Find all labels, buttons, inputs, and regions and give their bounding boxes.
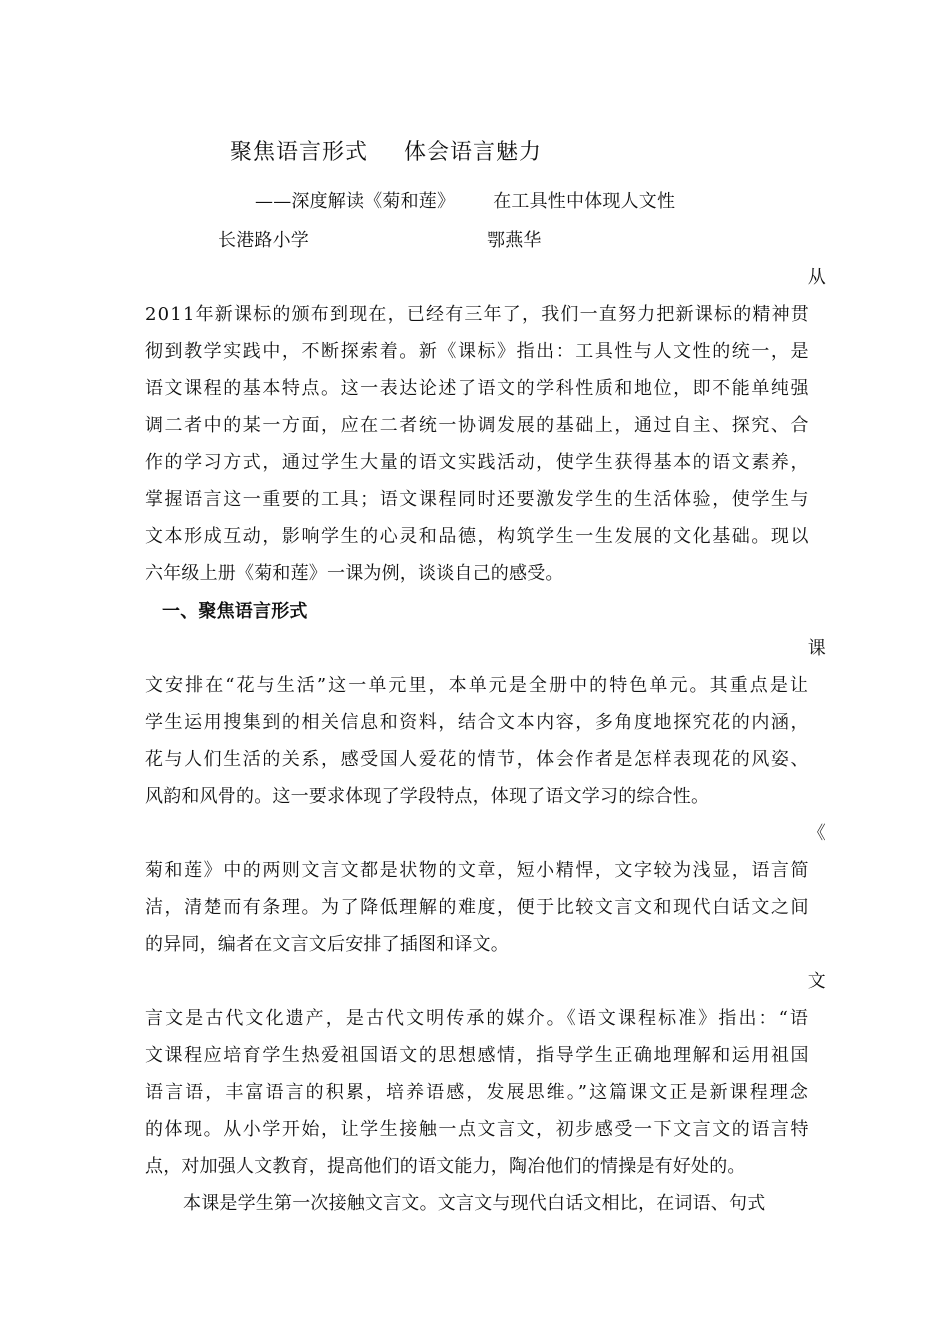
para2-line: 的异同，编者在文言文后安排了插图和译文。 [145, 934, 509, 955]
intro-line: 文本形成互动，影响学生的心灵和品德，构筑学生一生发展的文化基础。现以 [145, 526, 810, 547]
para3-line: 言文是古代文化遗产，是古代文明传承的媒介。《语文课程标准》指出：“语 [145, 1008, 810, 1029]
para2-line: 洁，清楚而有条理。为了降低理解的难度，便于比较文言文和现代白话文之间 [145, 897, 810, 918]
intro-lead-char: 从 [807, 267, 826, 288]
author-name: 鄂燕华 [487, 230, 542, 251]
para2-line: 菊和莲》中的两则文言文都是状物的文章，短小精悍，文字较为浅显，语言简 [145, 860, 810, 881]
para1-line: 风韵和风骨的。这一要求体现了学段特点，体现了语文学习的综合性。 [145, 786, 710, 807]
intro-line: 语文课程的基本特点。这一表达论述了语文的学科性质和地位，即不能单纯强 [145, 378, 810, 399]
para1-line: 学生运用搜集到的相关信息和资料，结合文本内容，多角度地探究花的内涵， [145, 712, 810, 733]
title-part-2: 体会语言魅力 [404, 140, 543, 165]
page-title [230, 138, 542, 168]
subtitle [255, 190, 675, 214]
para3-line: 文课程应培育学生热爱祖国语文的思想感情，指导学生正确地理解和运用祖国 [145, 1045, 810, 1066]
intro-line: 调二者中的某一方面，应在二者统一协调发展的基础上，通过自主、探究、合 [145, 415, 810, 436]
intro-line: 彻到教学实践中，不断探索着。新《课标》指出：工具性与人文性的统一，是 [145, 341, 810, 362]
para3-line: 语言语，丰富语言的积累，培养语感，发展思维。”这篇课文正是新课程理念 [145, 1082, 810, 1103]
subtitle-part-1: ——深度解读《菊和莲》 [255, 191, 456, 212]
title-part-1: 聚焦语言形式 [230, 140, 369, 165]
section-heading: 一、聚焦语言形式 [162, 601, 308, 622]
para1-line: 文安排在“花与生活”这一单元里，本单元是全册中的特色单元。其重点是让 [145, 675, 810, 696]
intro-line: 掌握语言这一重要的工具；语文课程同时还要激发学生的生活体验，使学生与 [145, 489, 810, 510]
para1-line: 花与人们生活的关系，感受国人爱花的情节，体会作者是怎样表现花的风姿、 [145, 749, 810, 770]
para1-lead-char: 课 [807, 638, 826, 659]
para2-lead-char: 《 [807, 823, 826, 844]
para3-line: 点，对加强人文教育，提高他们的语文能力，陶冶他们的情操是有好处的。 [145, 1156, 746, 1177]
intro-line: 2011年新课标的颁布到现在，已经有三年了，我们一直努力把新课标的精神贯 [145, 304, 810, 325]
intro-line: 作的学习方式，通过学生大量的语文实践活动，使学生获得基本的语文素养， [145, 452, 810, 473]
para3-line: 的体现。从小学开始，让学生接触一点文言文，初步感受一下文言文的语言特 [145, 1119, 810, 1140]
para3-lead-char: 文 [807, 971, 826, 992]
intro-line: 六年级上册《菊和莲》一课为例，谈谈自己的感受。 [145, 563, 564, 584]
subtitle-part-2: 在工具性中体现人文性 [493, 191, 676, 212]
author-school: 长港路小学 [218, 230, 309, 251]
para4-line: 本课是学生第一次接触文言文。文言文与现代白话文相比，在词语、句式 [183, 1193, 766, 1214]
